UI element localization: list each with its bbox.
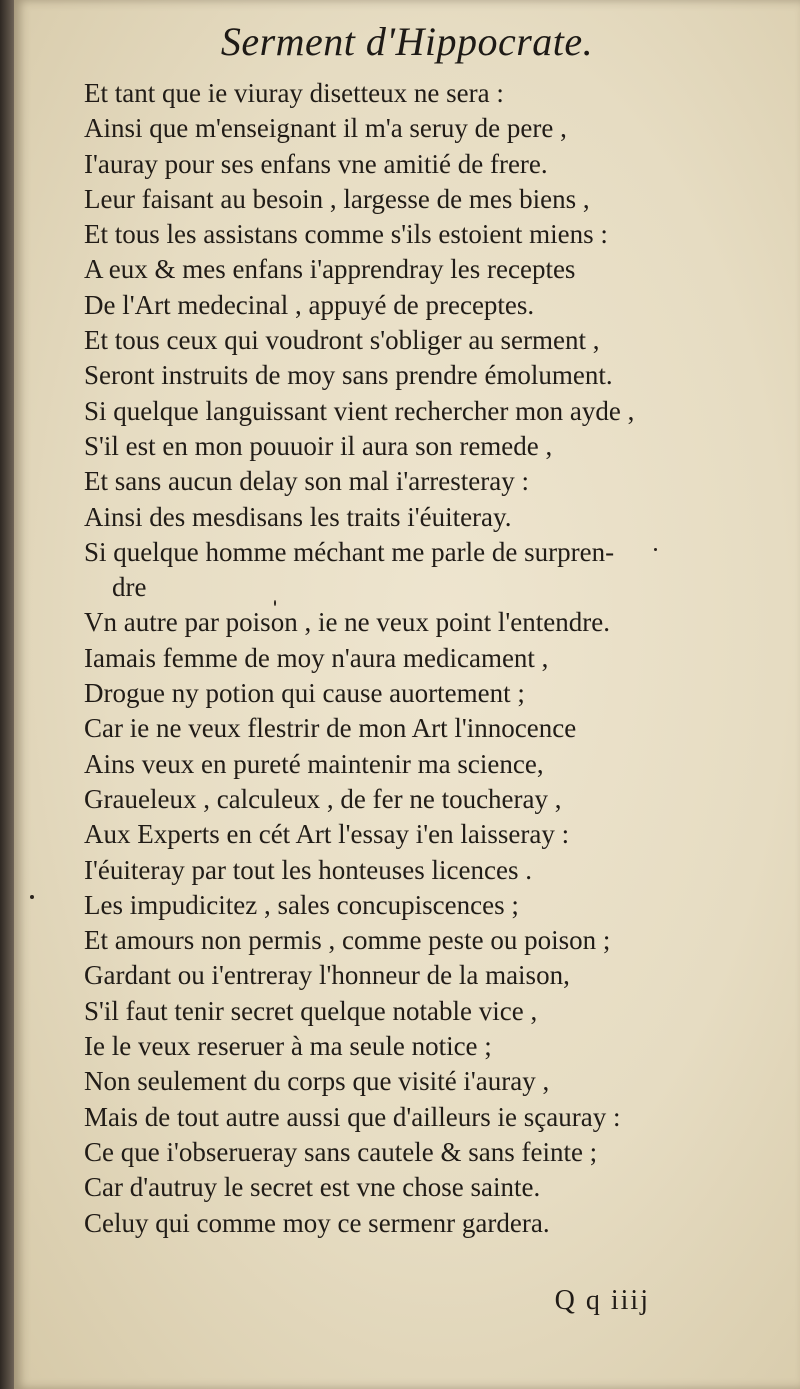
verse-line: Celuy qui comme moy ce sermenr gardera. [84,1207,550,1238]
verse-line: De l'Art medecinal , appuyé de preceptes. [84,289,535,320]
verse-line: Seront instruits de moy sans prendre émolument. [84,360,613,391]
verse-line: Car d'autruy le secret est vne chose sainte. [84,1172,541,1203]
verse-line: Et tous les assistans comme s'ils estoient miens : [84,219,608,250]
verse-line: Et sans aucun delay son mal i'arresteray : [84,466,529,497]
running-header: Serment d'Hippocrate. [220,19,594,64]
verse-line: Graueleux , calculeux , de fer ne toucheray , [84,783,562,814]
verse-line: Non seulement du corps que visité i'auray , [84,1066,550,1097]
verse-line: Mais de tout autre aussi que d'ailleurs ie sçauray : [84,1101,621,1132]
ink-speck [30,895,34,899]
signature-mark: Q q iiij [554,1285,650,1316]
ink-speck [274,600,276,606]
verse-line: Ainsi des mesdisans les traits i'éuiteray. [84,501,512,532]
verse-line: Vn autre par poison , ie ne veux point l'entendre. [84,607,610,638]
verse-line: Ainsi que m'enseignant il m'a seruy de pere , [84,113,567,144]
verse-line: I'éuiteray par tout les honteuses licences . [84,854,532,885]
verse-line: I'auray pour ses enfans vne amitié de frere. [84,148,548,179]
verse-line: A eux & mes enfans i'apprendray les receptes [84,254,576,285]
book-page [14,0,800,1389]
oath-poem [84,76,784,1241]
verse-line: Et tant que ie viuray disetteux ne sera : [84,78,504,108]
ink-speck [654,548,657,551]
verse-line: Leur faisant au besoin , largesse de mes biens , [84,183,590,214]
verse-line: S'il faut tenir secret quelque notable vice , [84,995,538,1026]
verse-line: Ce que i'obserueray sans cautele & sans feinte ; [84,1136,598,1167]
verse-line: Si quelque homme méchant me parle de surpren- [84,536,615,567]
verse-line: Gardant ou i'entreray l'honneur de la maison, [84,960,570,991]
verse-line-continuation: dre [112,572,147,603]
verse-line: Iamais femme de moy n'aura medicament , [84,642,549,673]
verse-line: Et amours non permis , comme peste ou poison ; [84,925,611,956]
verse-line: Et tous ceux qui voudront s'obliger au serment , [84,325,600,356]
verse-line: Les impudicitez , sales concupiscences ; [84,889,519,920]
verse-line: Ains veux en pureté maintenir ma science, [84,748,544,779]
verse-line: Ie le veux reseruer à ma seule notice ; [84,1031,492,1062]
verse-line: Car ie ne veux flestrir de mon Art l'innocence [84,713,577,744]
verse-line: Aux Experts en cét Art l'essay i'en laisseray : [84,819,570,850]
verse-line: Si quelque languissant vient rechercher mon ayde , [84,395,635,426]
verse-line: S'il est en mon pouuoir il aura son remede , [84,430,553,461]
verse-line: Drogue ny potion qui cause auortement ; [84,678,525,709]
